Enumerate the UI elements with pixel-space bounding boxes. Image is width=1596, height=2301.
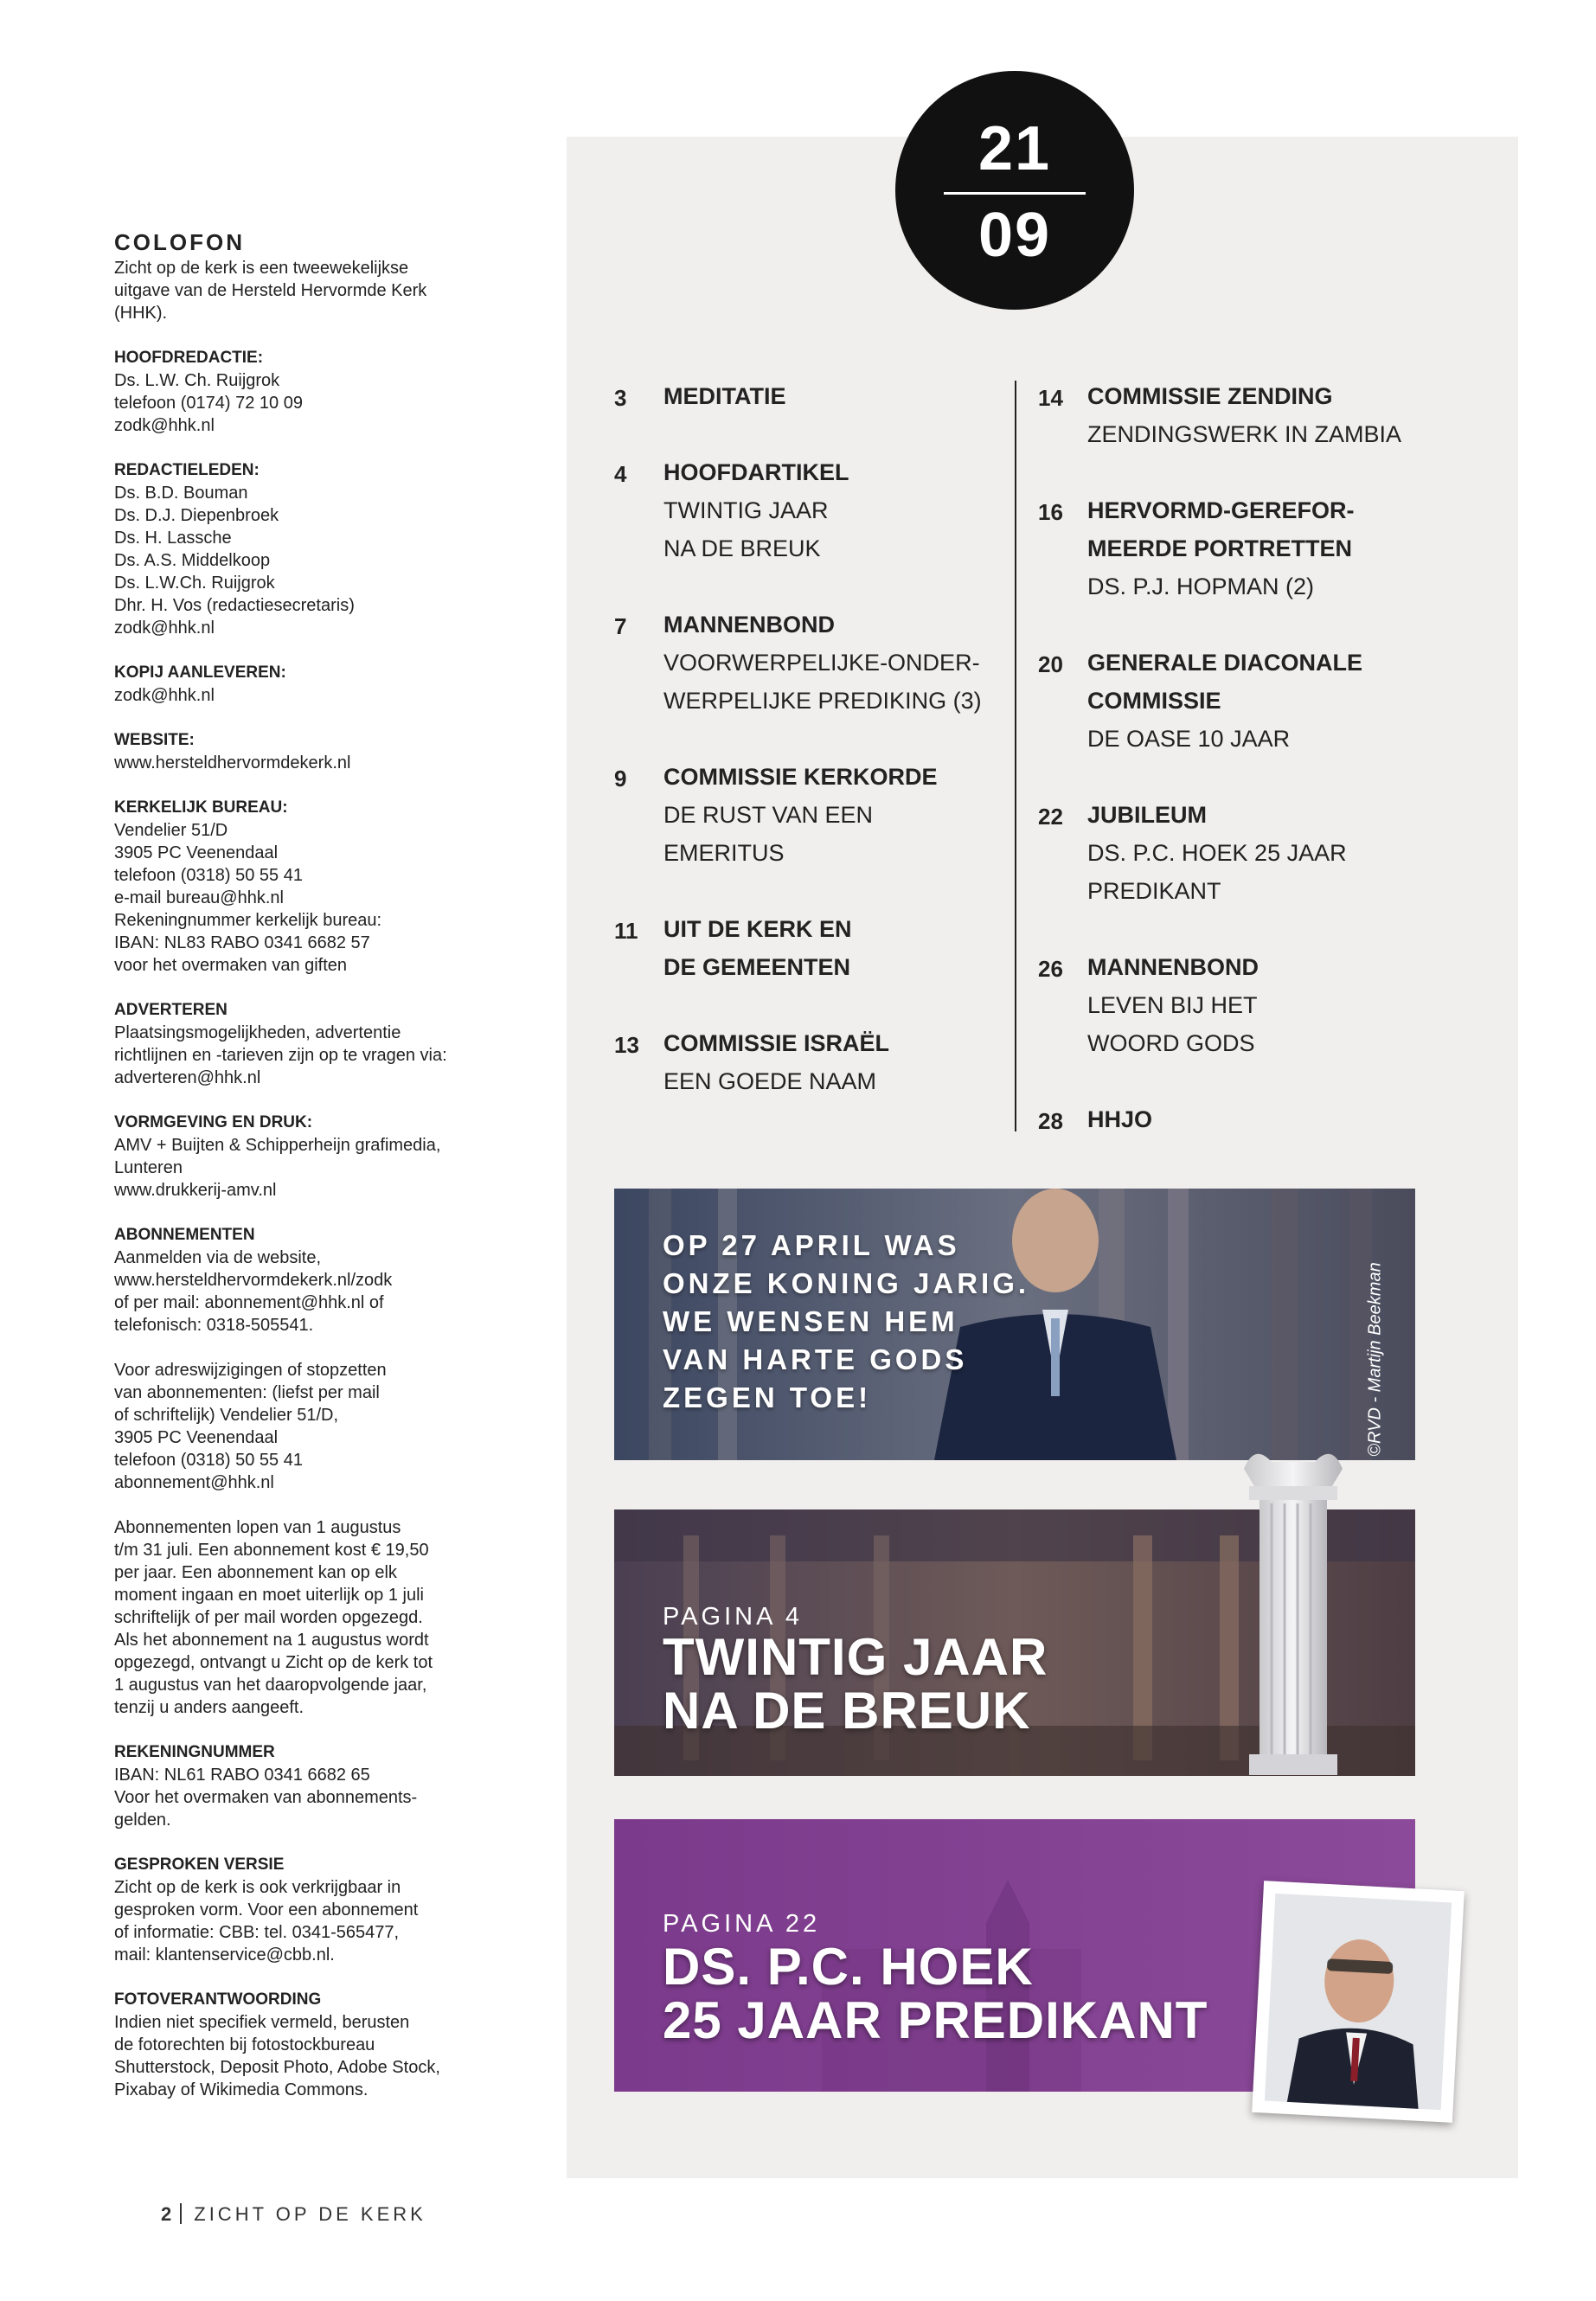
page-reference: PAGINA 22 <box>663 1910 821 1938</box>
colofon-line: per jaar. Een abonnement kan op elk <box>114 1563 397 1582</box>
colofon-heading: REKENINGNUMMER <box>114 1743 275 1761</box>
colofon-line: Ds. L.W. Ch. Ruijgrok <box>114 371 280 390</box>
colofon-section <box>114 1112 478 1202</box>
colofon-line: zodk@hhk.nl <box>114 416 215 435</box>
page-number: 2 <box>161 2203 172 2225</box>
colofon-heading: VORMGEVING EN DRUK: <box>114 1113 313 1131</box>
toc-page-number: 14 <box>1038 385 1063 411</box>
toc-article-title: EMERITUS <box>663 840 785 866</box>
magazine-title: ZICHT OP DE KERK <box>194 2203 426 2225</box>
colofon-line: www.hersteldhervormdekerk.nl <box>114 753 351 772</box>
colofon-line: Vendelier 51/D <box>114 821 228 840</box>
colofon-line: gesproken vorm. Voor een abonnement <box>114 1900 419 1920</box>
colofon-line: Aanmelden via de website, <box>114 1248 322 1267</box>
colofon-line: 1 augustus van het daaropvolgende jaar, <box>114 1676 427 1695</box>
toc-section-title: GENERALE DIACONALE <box>1087 650 1363 676</box>
issue-number: 09 <box>977 201 1052 270</box>
toc-page-number: 20 <box>1038 651 1063 677</box>
toc-page-number: 3 <box>614 385 627 411</box>
colofon-line: opgezegd, ontvangt u Zicht op de kerk tot <box>114 1653 433 1672</box>
colofon-intro-line: Zicht op de kerk is een tweewekelijkse <box>114 259 409 278</box>
colofon-line: adverteren@hhk.nl <box>114 1068 261 1087</box>
toc-page-number: 22 <box>1038 804 1063 830</box>
colofon-line: gelden. <box>114 1811 171 1830</box>
toc-article-title: WOORD GODS <box>1087 1030 1255 1056</box>
toc-article-title: TWINTIG JAAR <box>663 497 829 523</box>
banner-title: DS. P.C. HOEK 25 JAAR PREDIKANT <box>663 1938 1208 2049</box>
toc-page-number: 26 <box>1038 956 1063 982</box>
colofon-line: t/m 31 juli. Een abonnement kost € 19,50 <box>114 1541 429 1560</box>
colofon-section <box>114 1359 478 1494</box>
colofon-line: Pixabay of Wikimedia Commons. <box>114 2080 369 2099</box>
colofon-intro <box>114 257 478 324</box>
colofon-section <box>114 1516 478 1719</box>
colofon-line: tenzij u anders aangeeft. <box>114 1698 304 1717</box>
toc-article-title: DS. P.J. HOPMAN (2) <box>1087 574 1315 599</box>
colofon-line: Ds. B.D. Bouman <box>114 484 248 503</box>
colofon-heading: REDACTIELEDEN: <box>114 461 260 479</box>
colofon-intro-line: (HHK). <box>114 304 168 323</box>
toc-article-title: NA DE BREUK <box>663 535 821 561</box>
toc-page-number: 16 <box>1038 499 1063 525</box>
toc-page-number: 11 <box>614 918 638 944</box>
toc-section-title: MEERDE PORTRETTEN <box>1087 535 1353 561</box>
colofon-section <box>114 662 478 707</box>
colofon-intro-line: uitgave van de Hersteld Hervormde Kerk <box>114 281 427 300</box>
colofon-line: schriftelijk of per mail worden opgezegd. <box>114 1608 423 1627</box>
colofon-line: Zicht op de kerk is ook verkrijgbaar in <box>114 1878 401 1897</box>
toc-page-number: 9 <box>614 766 627 792</box>
colofon-line: van abonnementen: (liefst per mail <box>114 1383 380 1402</box>
toc-article-title: PREDIKANT <box>1087 878 1221 904</box>
colofon-line: Ds. A.S. Middelkoop <box>114 551 271 570</box>
colofon-heading: WEBSITE: <box>114 731 195 749</box>
toc-section-title: HERVORMD-GEREFOR- <box>1087 497 1355 523</box>
colofon-line: Voor adreswijzigingen of stopzetten <box>114 1361 387 1380</box>
colofon-line: www.drukkerij-amv.nl <box>114 1181 277 1200</box>
king-birthday-banner[interactable] <box>614 1189 1415 1460</box>
portrait-photo <box>1252 1881 1465 2123</box>
colofon-heading: KOPIJ AANLEVEREN: <box>114 663 286 682</box>
toc-article-title: ZENDINGSWERK IN ZAMBIA <box>1087 421 1402 447</box>
colofon-heading: ADVERTEREN <box>114 1001 228 1019</box>
colofon-line: IBAN: NL61 RABO 0341 6682 65 <box>114 1766 370 1785</box>
colofon-heading: HOOFDREDACTIE: <box>114 349 264 367</box>
toc-article-title: LEVEN BIJ HET <box>1087 992 1258 1018</box>
colofon-line: IBAN: NL83 RABO 0341 6682 57 <box>114 933 370 952</box>
colofon-line: 3905 PC Veenendaal <box>114 843 279 862</box>
colofon-section <box>114 999 478 1089</box>
colofon-line: telefoon (0318) 50 55 41 <box>114 1451 303 1470</box>
colofon-line: Indien niet specifiek vermeld, berusten <box>114 2013 410 2032</box>
banner-title: TWINTIG JAAR NA DE BREUK <box>663 1628 1048 1740</box>
toc-page-number: 28 <box>1038 1108 1063 1134</box>
colofon-heading: FOTOVERANTWOORDING <box>114 1990 322 2009</box>
issue-badge <box>895 71 1134 310</box>
colofon-line: telefonisch: 0318-505541. <box>114 1316 314 1335</box>
colofon-line: Ds. L.W.Ch. Ruijgrok <box>114 574 275 593</box>
toc-section-title: COMMISSIE ISRAËL <box>663 1030 890 1056</box>
colofon-line: of schriftelijk) Vendelier 51/D, <box>114 1406 339 1425</box>
page-footer <box>161 2203 426 2226</box>
colofon-heading: KERKELIJK BUREAU: <box>114 798 288 817</box>
toc-divider <box>1015 381 1016 1131</box>
badge-divider <box>944 192 1086 195</box>
issue-year: 21 <box>977 114 1052 183</box>
toc-article-title: DS. P.C. HOEK 25 JAAR <box>1087 840 1347 866</box>
colofon-line: Lunteren <box>114 1158 183 1177</box>
toc-section-title: COMMISSIE KERKORDE <box>663 764 938 790</box>
colofon-line: 3905 PC Veenendaal <box>114 1428 279 1447</box>
colofon-line: Ds. D.J. Diepenbroek <box>114 506 279 525</box>
colofon-section <box>114 459 478 639</box>
colofon-line: telefoon (0318) 50 55 41 <box>114 866 303 885</box>
colofon-line: of informatie: CBB: tel. 0341-565477, <box>114 1923 400 1942</box>
colofon-line: Als het abonnement na 1 augustus wordt <box>114 1631 429 1650</box>
colofon-line: e-mail bureau@hhk.nl <box>114 888 284 907</box>
colofon <box>114 229 478 2101</box>
colofon-line: moment ingaan en moet uiterlijk op 1 juli <box>114 1586 424 1605</box>
colofon-line: Plaatsingsmogelijkheden, advertentie <box>114 1023 401 1042</box>
birthday-message: OP 27 APRIL WAS ONZE KONING JARIG. WE WENSEN HEM VAN HARTE GODS ZEGEN TOE! <box>663 1229 1030 1413</box>
toc-section-title: MANNENBOND <box>1087 954 1259 980</box>
colofon-section <box>114 729 478 774</box>
toc-article-title: DE RUST VAN EEN <box>663 802 874 828</box>
toc-section-title: HHJO <box>1087 1106 1153 1132</box>
colofon-line: Shutterstock, Deposit Photo, Adobe Stock, <box>114 2058 440 2077</box>
toc-section-title: DE GEMEENTEN <box>663 954 851 980</box>
colofon-line: mail: klantenservice@cbb.nl. <box>114 1945 335 1965</box>
toc-section-title: MANNENBOND <box>663 612 835 638</box>
colofon-line: Rekeningnummer kerkelijk bureau: <box>114 911 382 930</box>
colofon-line: of per mail: abonnement@hhk.nl of <box>114 1293 384 1312</box>
colofon-section <box>114 1854 478 1966</box>
portrait-photo-card <box>1252 1881 1465 2123</box>
toc-article-title: EEN GOEDE NAAM <box>663 1068 877 1094</box>
colofon-section <box>114 1741 478 1831</box>
greek-column-image <box>1237 1443 1349 1789</box>
toc-section-title: UIT DE KERK EN <box>663 916 852 942</box>
colofon-line: telefoon (0174) 72 10 09 <box>114 394 303 413</box>
toc-article-title: DE OASE 10 JAAR <box>1087 726 1291 752</box>
toc-page-number: 7 <box>614 613 627 639</box>
toc-article-title: WERPELIJKE PREDIKING (3) <box>663 688 982 714</box>
colofon-line: de fotorechten bij fotostockbureau <box>114 2035 375 2054</box>
colofon-line: zodk@hhk.nl <box>114 619 215 638</box>
colofon-line: AMV + Buijten & Schipperheijn grafimedia, <box>114 1136 441 1155</box>
colofon-section <box>114 797 478 977</box>
toc-article-title: VOORWERPELIJKE-ONDER- <box>663 650 980 676</box>
photo-credit: ©RVD - Martijn Beekman <box>1365 1262 1385 1457</box>
colofon-line: Ds. H. Lassche <box>114 529 232 548</box>
colofon-sections <box>114 347 478 2101</box>
colofon-section <box>114 1989 478 2101</box>
colofon-line: abonnement@hhk.nl <box>114 1473 274 1492</box>
toc-section-title: COMMISSIE ZENDING <box>1087 383 1333 409</box>
colofon-section <box>114 1224 478 1336</box>
colofon-heading: ABONNEMENTEN <box>114 1226 255 1244</box>
colofon-title: COLOFON <box>114 229 245 255</box>
toc-page-number: 13 <box>614 1032 639 1058</box>
colofon-line: zodk@hhk.nl <box>114 686 215 705</box>
toc-section-title: COMMISSIE <box>1087 688 1221 714</box>
colofon-line: Dhr. H. Vos (redactiesecretaris) <box>114 596 355 615</box>
colofon-line: richtlijnen en -tarieven zijn op te vragen via: <box>114 1046 447 1065</box>
toc-section-title: JUBILEUM <box>1087 802 1208 828</box>
toc-section-title: MEDITATIE <box>663 383 786 409</box>
colofon-heading: GESPROKEN VERSIE <box>114 1856 285 1874</box>
colofon-line: Voor het overmaken van abonnements- <box>114 1788 418 1807</box>
colofon-line: voor het overmaken van giften <box>114 956 348 975</box>
colofon-line: www.hersteldhervormdekerk.nl/zodk <box>114 1271 393 1290</box>
page-reference: PAGINA 4 <box>663 1603 804 1631</box>
colofon-line: Abonnementen lopen van 1 augustus <box>114 1518 401 1537</box>
toc-page-number: 4 <box>614 461 627 487</box>
colofon-section <box>114 347 478 437</box>
toc-section-title: HOOFDARTIKEL <box>663 459 849 485</box>
